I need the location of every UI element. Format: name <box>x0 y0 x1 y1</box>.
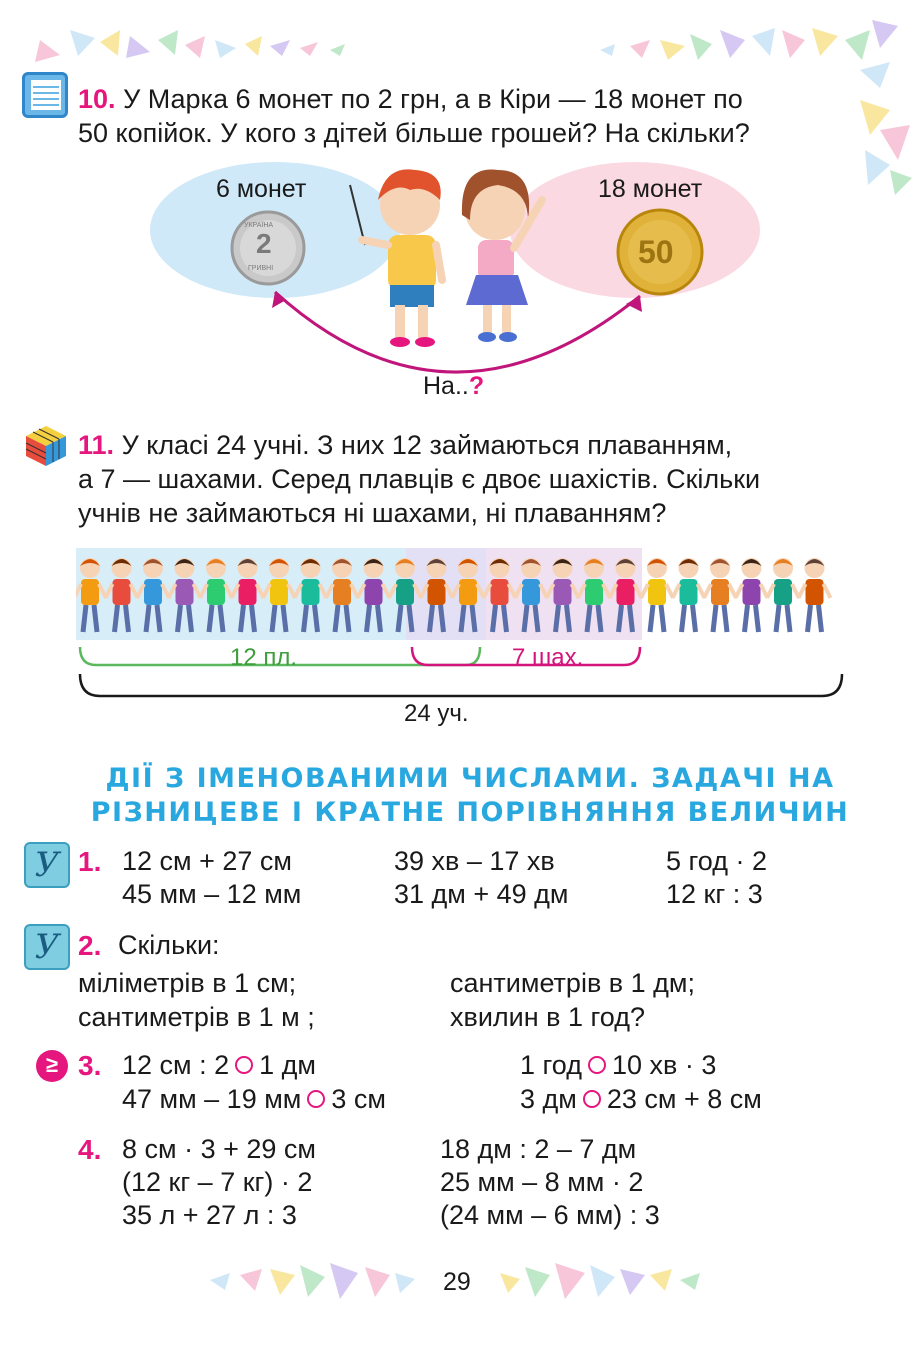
task11-line3: учнів не займаються ні шахами, ні плаванням? <box>78 498 667 528</box>
coin-2-label: 2 <box>256 228 272 259</box>
task2-c1r1: міліметрів в 1 см; <box>78 968 297 998</box>
child-figure <box>673 558 705 632</box>
task11-line2: а 7 — шахами. Серед плавців є двоє шахістів. Скільки <box>78 464 761 494</box>
task3-r2-left-a: 47 мм – 19 мм <box>122 1084 302 1114</box>
coin-2-top-text: УКРАЇНА <box>244 222 274 229</box>
task3-r1-left-b: 1 дм <box>259 1050 316 1080</box>
task3-r2-right-a: 3 дм <box>520 1084 577 1114</box>
task3-r1-left-a: 12 см : 2 <box>122 1050 230 1080</box>
top-confetti-decoration <box>0 0 918 90</box>
right-coin-count: 18 монет <box>598 175 703 203</box>
task10-line2: 50 копійок. У кого з дітей більше грошей? На скільки? <box>78 118 750 148</box>
task2-c2r1: сантиметрів в 1 дм; <box>450 968 695 998</box>
written-task-icon <box>24 842 70 888</box>
compare-blank-circle[interactable] <box>307 1090 325 1108</box>
chess-label: 7 шах. <box>512 644 584 671</box>
task2-c1r2: сантиметрів в 1 м ; <box>78 1002 315 1032</box>
total-label: 24 уч. <box>404 700 469 727</box>
task10-line1: У Марка 6 монет по 2 грн, а в Кіри — 18 монет по <box>123 84 743 114</box>
task11-line1: У класі 24 учні. З них 12 займаються плаванням, <box>121 430 733 460</box>
task4-c1r1: 8 см · 3 + 29 см <box>122 1134 316 1164</box>
question-prefix: На.. <box>423 372 469 400</box>
task4-c2r1: 18 дм : 2 – 7 дм <box>440 1134 637 1164</box>
task3-r2-left-b: 3 см <box>331 1084 386 1114</box>
question-label <box>423 372 484 401</box>
task3-r1-left <box>122 1050 316 1081</box>
section-title-line1: ДІЇ З ІМЕНОВАНИМИ ЧИСЛАМИ. ЗАДАЧІ НА <box>105 763 835 794</box>
left-coin-count: 6 монет <box>216 175 307 203</box>
compare-icon-symbol: ≥ <box>45 1052 59 1077</box>
compare-blank-circle[interactable] <box>583 1090 601 1108</box>
task1-c1r1: 12 см + 27 см <box>122 846 292 876</box>
swim-label: 12 пл. <box>230 644 298 671</box>
task2-number: 2. <box>78 930 102 961</box>
task1-number: 1. <box>78 846 102 877</box>
section-title-line2: РІЗНИЦЕВЕ І КРАТНЕ ПОРІВНЯННЯ ВЕЛИЧИН <box>90 797 850 828</box>
task2-c2r2: хвилин в 1 год? <box>450 1002 645 1032</box>
coin-50-label: 50 <box>638 234 674 270</box>
question-mark: ? <box>468 372 485 400</box>
right-confetti-decoration <box>850 90 918 200</box>
task11-text <box>78 428 868 530</box>
rubiks-cube-icon <box>24 424 68 468</box>
child-figure <box>704 558 736 632</box>
compare-icon <box>36 1050 68 1082</box>
task4-c1r2: (12 кг – 7 кг) · 2 <box>122 1167 313 1197</box>
task2-title: Скільки: <box>118 930 220 960</box>
task1-c1r2: 45 мм – 12 мм <box>122 879 302 909</box>
written-task-icon-letter: У <box>34 845 60 885</box>
task3-r2-right-b: 23 см + 8 см <box>606 1084 762 1114</box>
written-task-icon-2 <box>24 924 70 970</box>
child-figure <box>767 558 799 632</box>
children-illustration <box>76 548 842 644</box>
task11-number: 11. <box>78 430 115 460</box>
task1-c2r1: 39 хв – 17 хв <box>394 846 555 876</box>
total-bracket <box>76 672 846 702</box>
child-figure <box>641 558 673 632</box>
task10-number: 10. <box>78 84 116 114</box>
task4-c2r3: (24 мм – 6 мм) : 3 <box>440 1200 660 1230</box>
task1-c2r2: 31 дм + 49 дм <box>394 879 569 909</box>
task10-text <box>78 82 858 150</box>
task4-c2r2: 25 мм – 8 мм · 2 <box>440 1167 644 1197</box>
task3-r1-right <box>520 1050 716 1081</box>
task3-r1-right-b: 10 хв · 3 <box>611 1050 717 1080</box>
compare-blank-circle[interactable] <box>588 1056 606 1074</box>
notebook-icon <box>22 72 68 118</box>
compare-blank-circle[interactable] <box>235 1056 253 1074</box>
task3-r1-right-a: 1 год <box>520 1050 582 1080</box>
coin-2-bottom-text: ГРИВНІ <box>248 265 274 272</box>
written-task-icon-2-letter: У <box>34 927 60 967</box>
page-number: 29 <box>443 1268 471 1296</box>
task4-number: 4. <box>78 1134 102 1165</box>
section-title <box>40 762 900 830</box>
task3-number: 3. <box>78 1050 102 1081</box>
task1-c3r2: 12 кг : 3 <box>666 879 763 909</box>
child-figure <box>799 558 831 632</box>
task1-c3r1: 5 год · 2 <box>666 846 767 876</box>
child-figure <box>736 558 768 632</box>
task4-c1r3: 35 л + 27 л : 3 <box>122 1200 297 1230</box>
task3-r2-right <box>520 1084 762 1115</box>
task3-r2-left <box>122 1084 386 1115</box>
